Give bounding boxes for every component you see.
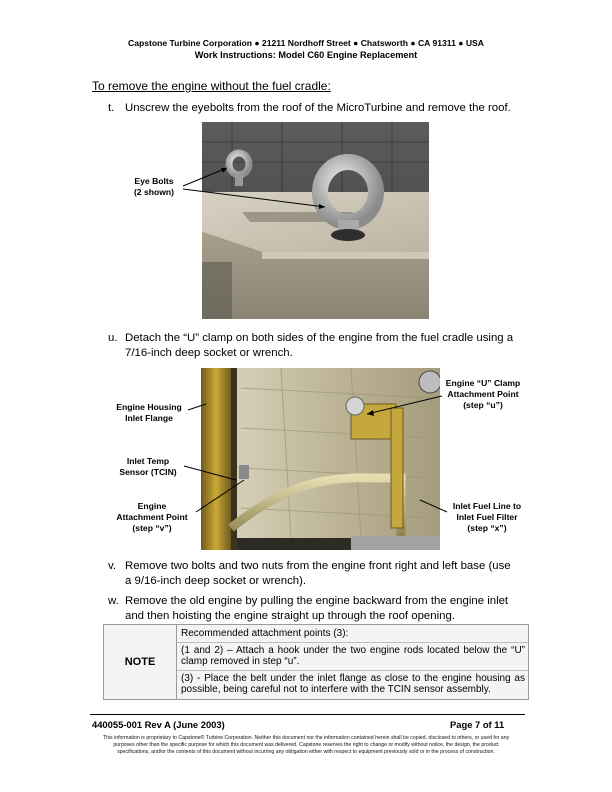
label-line: (2 shown) — [133, 187, 175, 197]
company-address-line: Capstone Turbine Corporation ● 21211 Nordhoff Street ● Chatsworth ● CA 91311 ● USA — [128, 38, 484, 48]
note-row-3: (3) - Place the belt under the inlet flange as close to the engine housing as possible, being careful not to interfere with the TCIN sensor assembly. — [181, 673, 525, 696]
step-letter: v. — [108, 560, 117, 572]
leader-line — [184, 466, 236, 480]
step-text: Unscrew the eyebolts from the roof of the MicroTurbine and remove the roof. — [125, 102, 511, 114]
step-v — [108, 559, 538, 591]
document-number: 440055-001 Rev A (June 2003) — [92, 719, 225, 730]
label-line: Inlet Temp — [126, 456, 170, 466]
label-line: Engine “U” Clamp — [445, 378, 521, 388]
note-row-2: (1 and 2) – Attach a hook under the two engine rods located below the “U” clamp removed in step “u”. — [181, 645, 525, 668]
leader-line — [188, 404, 206, 410]
notice-line: specifications, and/or the contents of this document without incurring any obligation either with respect to equipment previously sold or in the process of construction. — [117, 748, 495, 755]
step-letter: u. — [108, 332, 118, 344]
step-text-line2: and then hoisting the engine straight up through the roof opening. — [125, 610, 455, 622]
label-line: Eye Bolts — [134, 176, 174, 186]
step-text-line1: Detach the “U” clamp on both sides of the engine from the fuel cradle using a — [125, 332, 514, 344]
label-line: Inlet Flange — [125, 413, 173, 423]
page-number: Page 7 of 11 — [450, 719, 505, 730]
step-letter: t. — [108, 102, 115, 114]
footer-rule — [90, 714, 525, 715]
label-line: Inlet Fuel Filter — [456, 512, 518, 522]
notice-line: This information is proprietary to Capstone® Turbine Corporation. Neither this document nor the information contained herein shall be copied, disclosed to others, or used for any — [102, 735, 510, 741]
leader-line — [420, 500, 447, 512]
step-text-line1: Remove the old engine by pulling the engine backward from the engine inlet — [125, 595, 509, 607]
step-w — [108, 594, 538, 626]
document-title: Work Instructions: Model C60 Engine Replacement — [194, 50, 418, 60]
step-text-line2: a 9/16-inch deep socket or wrench). — [125, 575, 307, 587]
label-line: Engine Housing — [116, 402, 182, 412]
note-label: NOTE — [104, 625, 177, 699]
step-text-line1: Remove two bolts and two nuts from the engine front right and left base (use — [125, 560, 511, 572]
label-line: Engine — [137, 501, 167, 511]
label-line: (step “u”) — [463, 400, 503, 410]
label-line: (step “x”) — [467, 523, 507, 533]
label-line: Attachment Point — [447, 389, 519, 399]
leader-line — [367, 396, 442, 414]
note-divider — [177, 670, 528, 671]
proprietary-notice — [88, 735, 524, 755]
label-line: (step “v”) — [132, 523, 172, 533]
step-text-line2: 7/16-inch deep socket or wrench. — [125, 347, 293, 359]
label-line: Attachment Point — [116, 512, 188, 522]
arrowhead — [367, 410, 374, 416]
note-row-1: Recommended attachment points (3): — [181, 628, 349, 639]
label-line: Inlet Fuel Line to — [452, 501, 522, 511]
notice-line: purposes other than the specific purpose for which this document was delivered. Capstone reserves the right to change or modify without notice, the design, the product — [113, 741, 499, 748]
label-line: Sensor (TCIN) — [119, 467, 177, 477]
note-table — [103, 624, 529, 700]
leader-line — [196, 480, 244, 512]
note-divider — [177, 642, 528, 643]
section-title: To remove the engine without the fuel cradle: — [92, 79, 331, 93]
step-letter: w. — [108, 595, 119, 607]
